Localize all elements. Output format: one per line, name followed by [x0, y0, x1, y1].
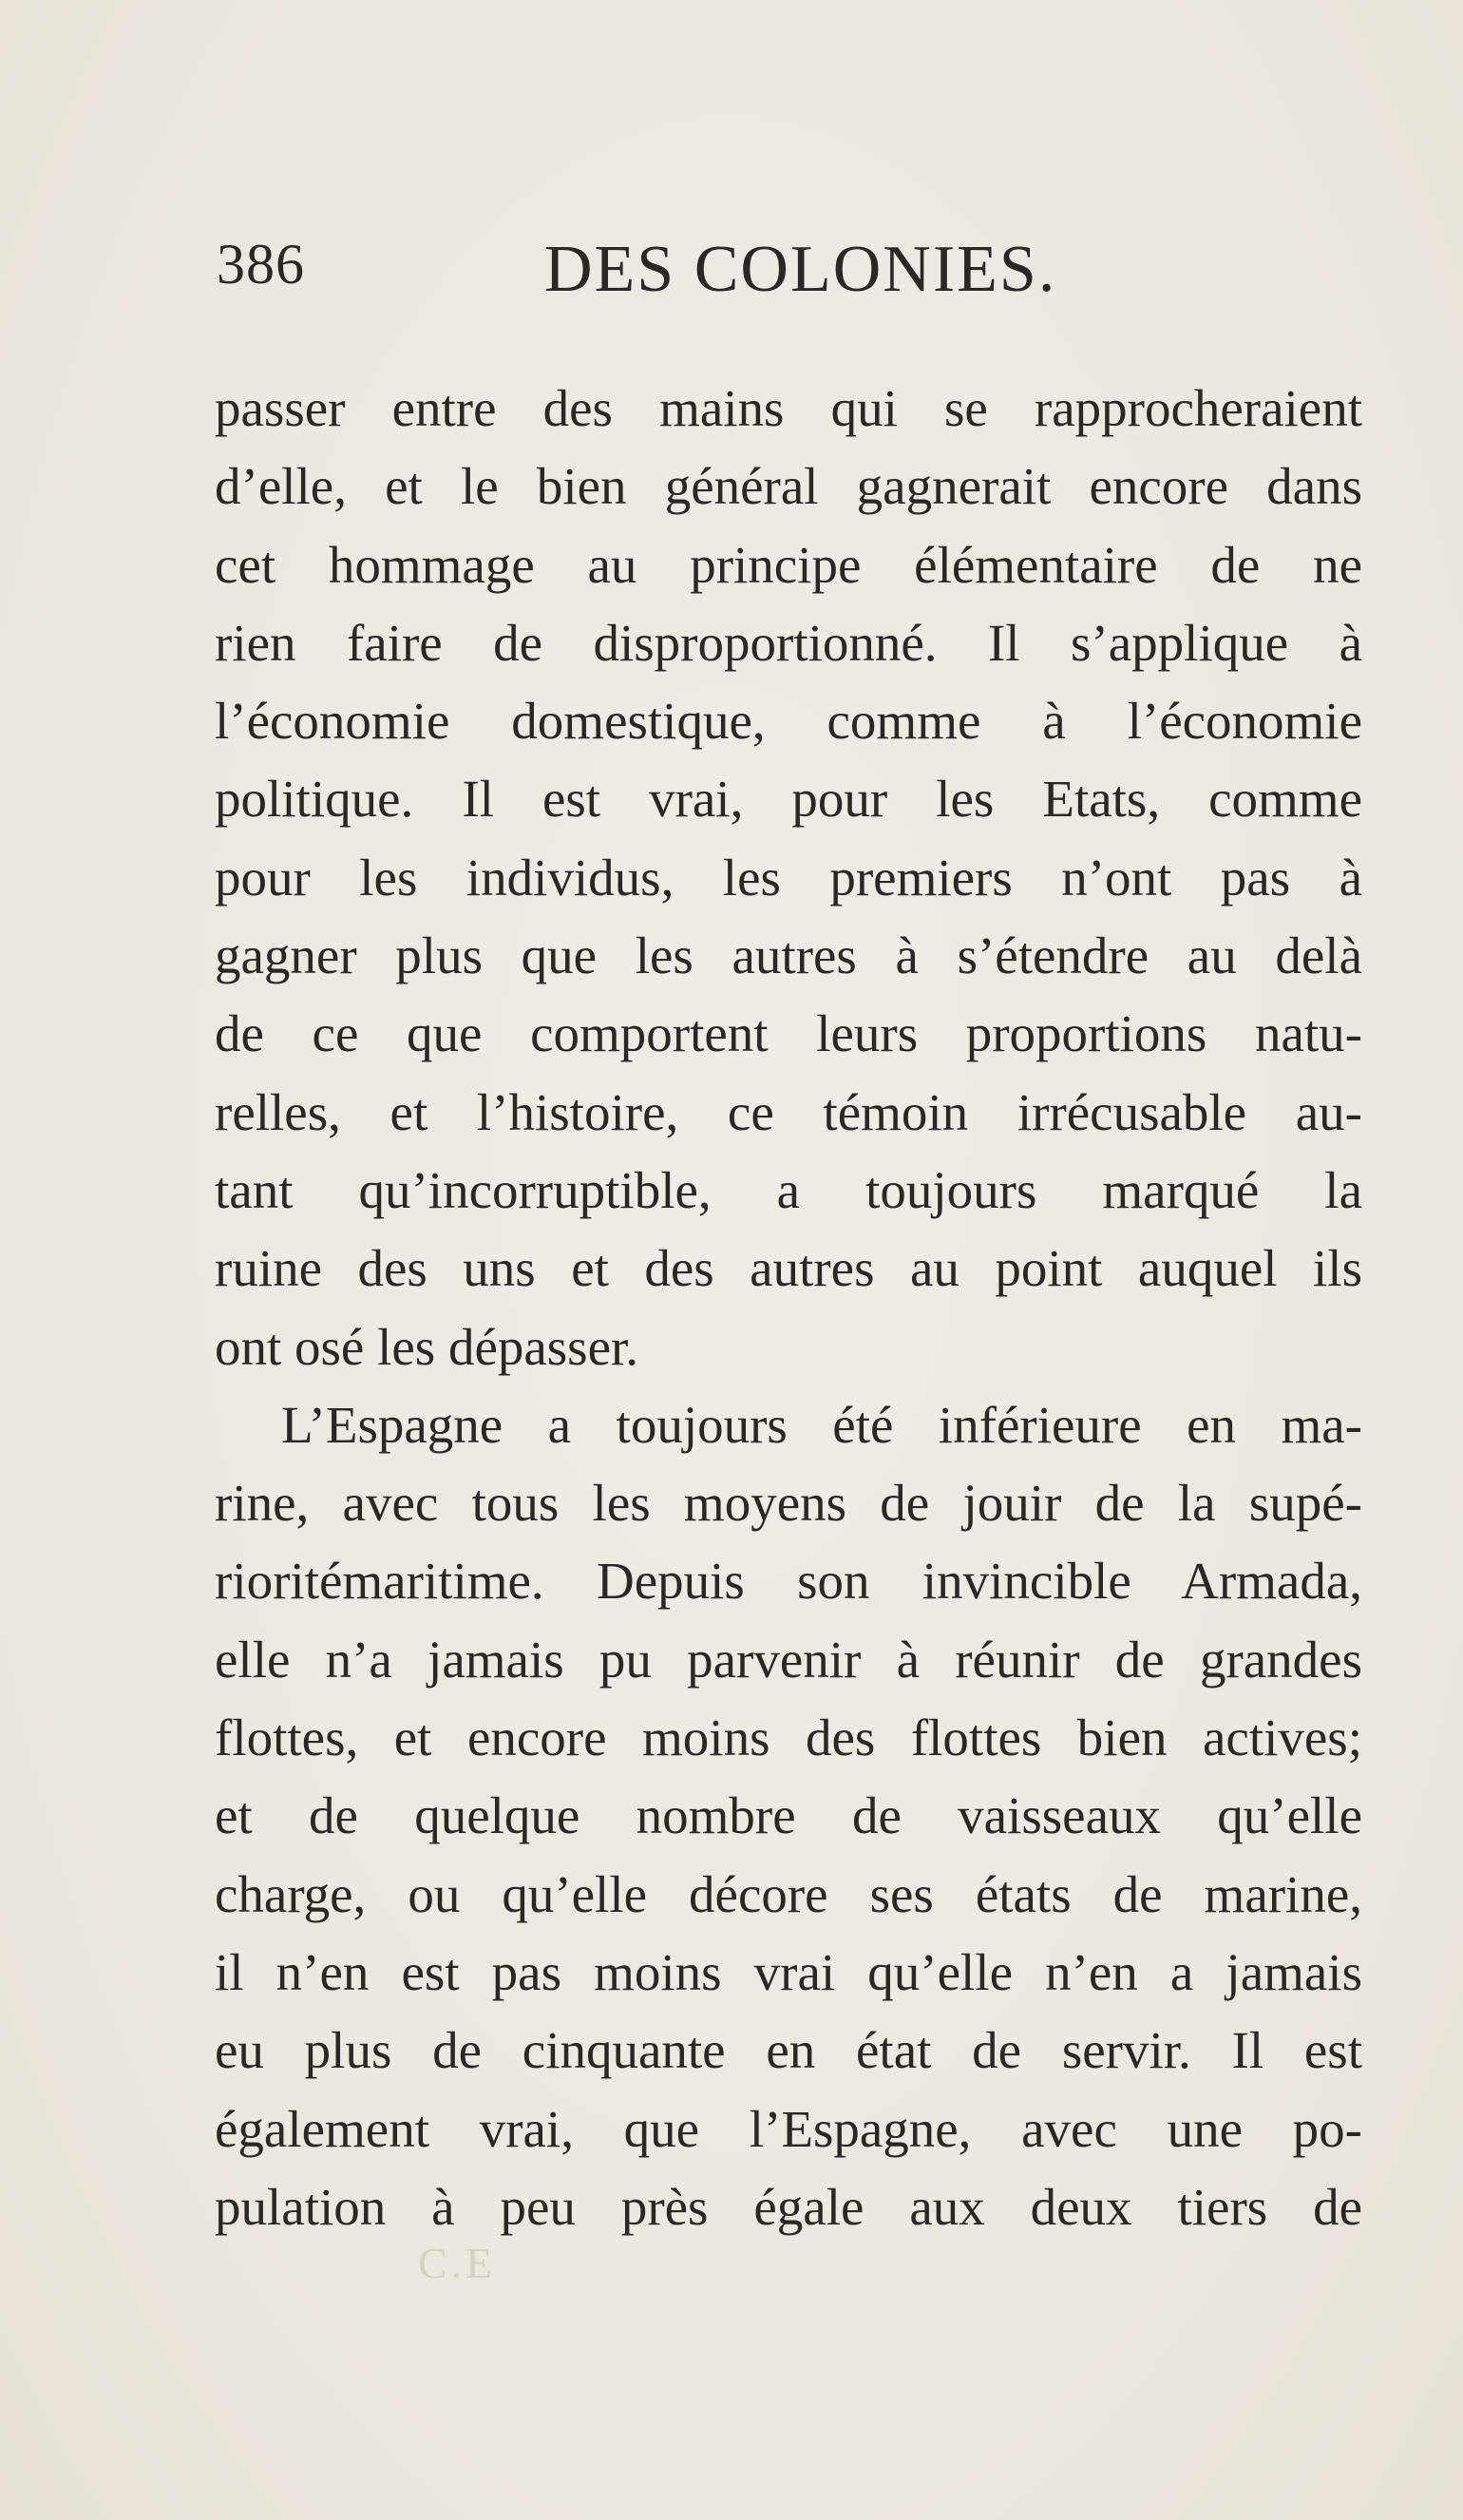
text-line: elle n’a jamais pu parvenir à réunir de grandes: [215, 1630, 1362, 1689]
text-line: politique. Il est vrai, pour les Etats, comme: [215, 770, 1362, 829]
text-line: il n’en est pas moins vrai qu’elle n’en a jamais: [215, 1942, 1362, 2001]
text-line: de ce que comportent leurs proportions natu-: [215, 1004, 1362, 1063]
running-title: DES COLONIES.: [544, 233, 1057, 306]
text-line: également vrai, que l’Espagne, avec une po-: [215, 2099, 1362, 2158]
page-header: [217, 232, 1357, 317]
text-line: cet hommage au principe élémentaire de ne: [215, 535, 1362, 594]
page-number: 386: [217, 233, 305, 296]
text-line: pour les individus, les premiers n’ont pas à: [215, 848, 1362, 907]
text-line: tant qu’incorruptible, a toujours marqué la: [215, 1160, 1362, 1219]
text-line: flottes, et encore moins des flottes bien actives;: [215, 1709, 1362, 1767]
text-line: ont osé les dépasser.: [215, 1317, 639, 1376]
text-line: gagner plus que les autres à s’étendre au delà: [215, 926, 1362, 985]
text-line: et de quelque nombre de vaisseaux qu’elle: [215, 1786, 1362, 1845]
text-line: rien faire de disproportionné. Il s’applique à: [215, 613, 1362, 672]
text-line: charge, ou qu’elle décore ses états de marine,: [215, 1864, 1362, 1923]
text-line: L’Espagne a toujours été inférieure en ma-: [281, 1395, 1362, 1454]
text-line: eu plus de cinquante en état de servir. Il est: [215, 2021, 1362, 2080]
body-text: [215, 370, 1362, 2246]
text-line: passer entre des mains qui se rapprocheraient: [215, 379, 1362, 437]
text-line: rioritémaritime. Depuis son invincible Armada,: [215, 1552, 1362, 1611]
text-line: l’économie domestique, comme à l’économie: [215, 692, 1362, 751]
text-line: d’elle, et le bien général gagnerait encore dans: [215, 457, 1362, 516]
text-line: relles, et l’histoire, ce témoin irrécusable au-: [215, 1082, 1362, 1141]
text-line: rine, avec tous les moyens de jouir de la supé-: [215, 1474, 1362, 1533]
text-line: pulation à peu près égale aux deux tiers de: [215, 2177, 1362, 2236]
text-line: ruine des uns et des autres au point auquel ils: [215, 1239, 1362, 1298]
faint-mark: C.E: [418, 2239, 497, 2287]
